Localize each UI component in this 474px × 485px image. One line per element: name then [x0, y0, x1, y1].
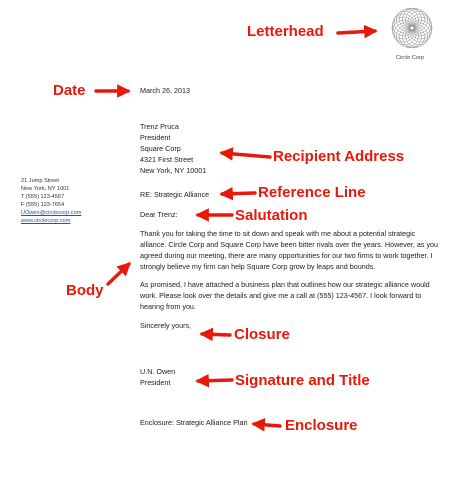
- reference-line-arrow: [222, 193, 255, 194]
- salutation: Dear Trenz:: [140, 210, 178, 219]
- sender-website[interactable]: www.circlecorp.com: [21, 218, 71, 224]
- signature-title-arrow: [198, 380, 232, 381]
- recipient-street: 4321 First Street: [140, 155, 194, 164]
- annotation-body: Body: [66, 282, 104, 299]
- recipient-company: Square Corp: [140, 144, 181, 153]
- recipient-title: President: [140, 133, 171, 142]
- annotation-letterhead: Letterhead: [247, 23, 324, 40]
- circle-corp-logo-icon: [390, 6, 434, 50]
- body-paragraph-1-line-1: Thank you for taking the time to sit down and speak with me about a potential strategic: [140, 229, 416, 238]
- sender-fax: F (555) 123-7654: [21, 202, 65, 208]
- annotation-recipient-address: Recipient Address: [273, 148, 405, 165]
- recipient-address-arrow: [222, 153, 270, 157]
- enclosure-arrow: [254, 424, 280, 426]
- body-paragraph-2-line-3: hearing from you.: [140, 302, 196, 311]
- body-paragraph-1-line-2: alliance. Circle Corp and Square Corp have been bitter rivals over the years. However, as you: [140, 240, 439, 249]
- reference-line: RE: Strategic Alliance: [140, 190, 210, 199]
- letterhead-arrow: [338, 31, 375, 33]
- annotation-date: Date: [53, 82, 86, 99]
- annotation-signature-title: Signature and Title: [235, 372, 370, 389]
- body-paragraph-1-line-3: agreed during our meeting, there are many opportunities for our two firms to work together. I: [140, 251, 433, 260]
- annotation-enclosure: Enclosure: [285, 417, 358, 434]
- annotation-salutation: Salutation: [235, 207, 308, 224]
- enclosure-text: Enclosure: Strategic Alliance Plan: [140, 418, 248, 427]
- signature-name: U.N. Owen: [140, 367, 176, 376]
- sender-street: 21 Jump Street: [21, 178, 59, 184]
- sender-city: New York, NY 1001: [21, 186, 70, 192]
- letterhead-company-name: Circle Corp: [396, 55, 424, 61]
- closure-arrow: [202, 334, 230, 335]
- letter-date: March 26, 2013: [140, 86, 190, 95]
- body-paragraph-2-line-2: work. Please look over the details and give me a call at (555) 123-4567. I look forward to: [140, 291, 422, 300]
- signature-title: President: [140, 378, 171, 387]
- sender-email[interactable]: UOwen@circlecorp.com: [21, 210, 82, 216]
- sender-phone: T (555) 123-4567: [21, 194, 65, 200]
- annotation-closure: Closure: [234, 326, 290, 343]
- body-paragraph-2-line-1: As promised, I have attached a business plan that outlines how our strategic alliance would: [140, 280, 430, 289]
- body-arrow: [108, 264, 129, 284]
- recipient-name: Trenz Pruca: [140, 122, 179, 131]
- body-paragraph-1-line-4: strongly believe my firm can help Square Corp grow by leaps and bounds.: [140, 262, 376, 271]
- annotation-reference-line: Reference Line: [258, 184, 366, 201]
- recipient-city: New York, NY 10001: [140, 166, 207, 175]
- closure-text: Sincerely yours,: [140, 321, 192, 330]
